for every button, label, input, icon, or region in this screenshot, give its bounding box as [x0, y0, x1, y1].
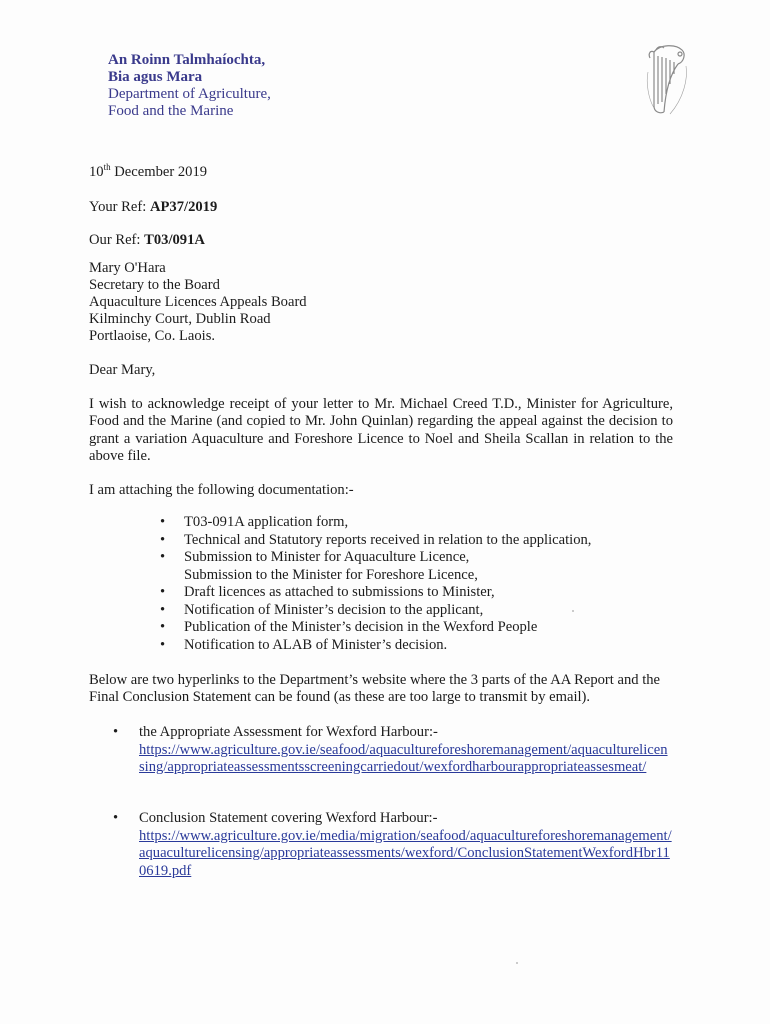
bullet-icon: • [113, 724, 119, 740]
list-item: • T03-091A application form, [160, 514, 349, 530]
attachments-intro: I am attaching the following documentation:- [89, 482, 354, 498]
salutation: Dear Mary, [89, 362, 156, 378]
list-item: • Draft licences as attached to submissions to Minister, [160, 584, 495, 600]
date-rest: December 2019 [110, 164, 208, 180]
letterhead-english-line-1: Department of Agriculture, [108, 86, 271, 102]
our-reference [89, 232, 205, 249]
bullet-icon: • [160, 549, 166, 565]
letter-date [89, 164, 207, 181]
your-ref-value: AP37/2019 [149, 199, 218, 215]
list-item-continuation: Submission to the Minister for Foreshore Licence, [184, 566, 478, 583]
letterhead-english-line-2: Food and the Marine [108, 103, 234, 119]
link-title: Conclusion Statement covering Wexford Harbour:- [139, 810, 438, 826]
list-item: • Notification of Minister’s decision to the applicant, [160, 601, 484, 618]
bullet-icon: • [160, 531, 166, 548]
letterhead [108, 52, 271, 120]
recipient-title: Secretary to the Board [89, 277, 220, 293]
list-item [113, 810, 673, 880]
link-title: the Appropriate Assessment for Wexford Harbour:- [139, 724, 438, 740]
attachments-list [160, 514, 591, 654]
bullet-icon: • [160, 619, 166, 635]
your-ref-label: Your Ref: [89, 199, 150, 215]
letterhead-irish-line-1: An Roinn Talmhaíochta, [108, 52, 266, 68]
recipient-organisation: Aquaculture Licences Appeals Board [89, 294, 307, 310]
our-ref-value: T03/091A [144, 232, 205, 248]
harp-crest-icon [646, 42, 690, 118]
list-item [113, 724, 673, 777]
bullet-icon: • [160, 601, 166, 618]
bullet-icon: • [160, 636, 166, 653]
recipient-address-line-1: Kilminchy Court, Dublin Road [89, 311, 271, 327]
list-item: • Submission to Minister for Aquaculture Licence, [160, 549, 470, 565]
list-item: • Notification to ALAB of Minister’s decision. [160, 636, 448, 653]
date-suffix: th [103, 162, 111, 173]
date-day: 10 [89, 164, 104, 180]
recipient-address-line-2: Portlaoise, Co. Laois. [89, 328, 216, 344]
list-item: • Publication of the Minister’s decision in the Wexford People [160, 619, 538, 635]
scan-speck [572, 610, 574, 612]
bullet-icon: • [113, 810, 119, 826]
bullet-icon: • [160, 514, 166, 530]
our-ref-label: Our Ref: [89, 232, 145, 248]
conclusion-statement-link[interactable]: https://www.agriculture.gov.ie/media/migration/seafood/aquacultureforeshoremanagement/aquaculturelicensing/appropriateassessments/wexford/ConclusionStatementWexfordHbr110619.pdf [139, 827, 672, 879]
hyperlinks-list-2 [113, 810, 673, 880]
scan-speck [516, 962, 518, 964]
bullet-icon: • [160, 584, 166, 600]
list-item: • Technical and Statutory reports received in relation to the application, [160, 531, 592, 548]
letterhead-irish-line-2: Bia agus Mara [108, 69, 203, 85]
hyperlinks-list [113, 724, 673, 777]
recipient-name: Mary O'Hara [89, 260, 166, 276]
your-reference [89, 199, 217, 216]
acknowledgement-paragraph: I wish to acknowledge receipt of your letter to Mr. Michael Creed T.D., Minister for Agriculture, Food and the Marine (and copied to Mr. John Quinlan) regarding the appeal against the decision to grant a variation Aquaculture and Foreshore Licence to Noel and Sheila Scallan in relation to the above file. [89, 396, 673, 465]
appropriate-assessment-link[interactable]: https://www.agriculture.gov.ie/seafood/aquacultureforeshoremanagement/aquaculturelicensing/appropriateassessmentsscreeningcarriedout/wexfordharbourappropriateassesmeat/ [139, 741, 668, 775]
hyperlinks-intro: Below are two hyperlinks to the Department’s website where the 3 parts of the AA Report and the Final Conclusion Statement can be found (as these are too large to transmit by email). [89, 672, 661, 706]
